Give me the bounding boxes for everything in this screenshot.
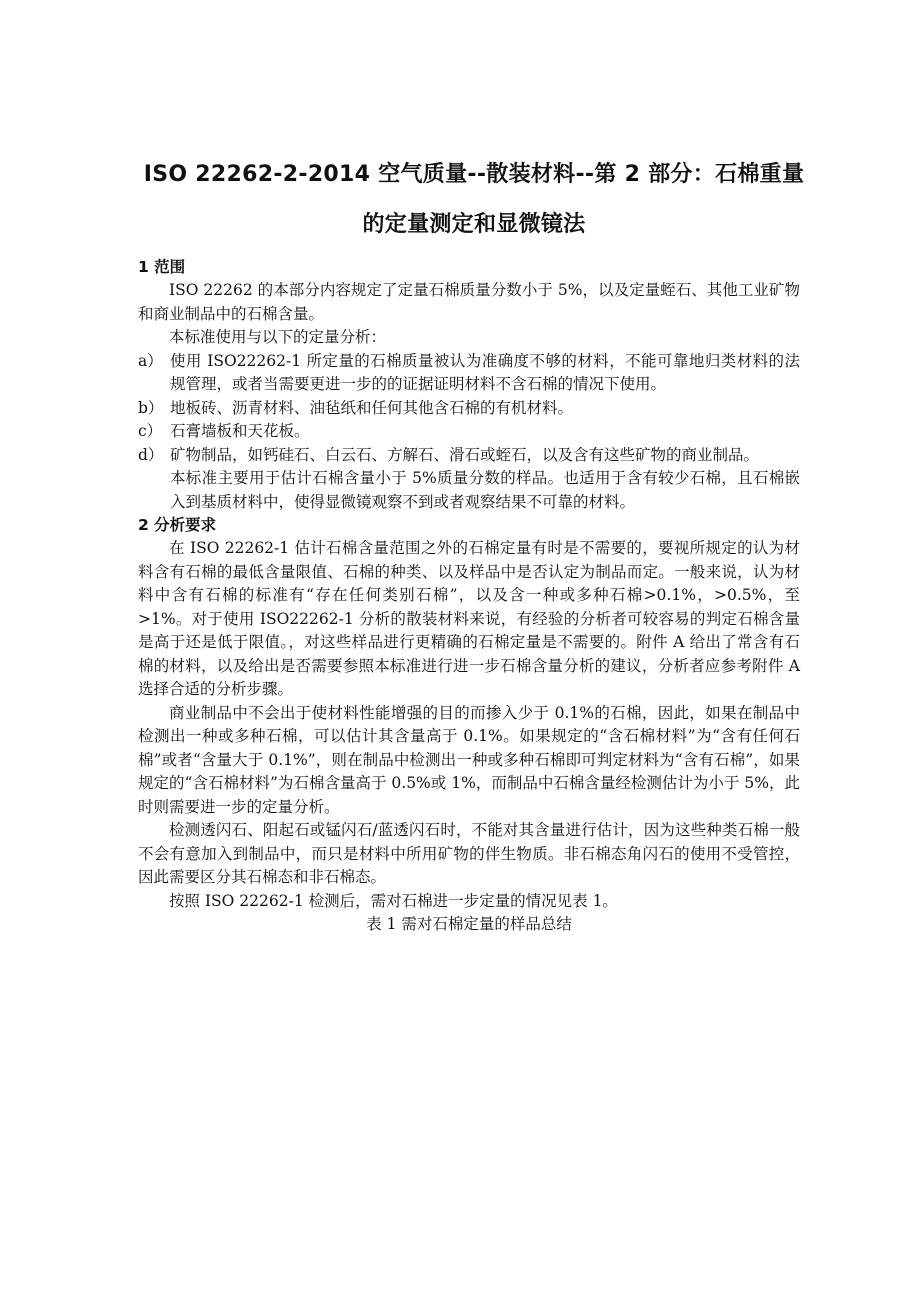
title-line-1: ISO 22262-2-2014 空气质量--散装材料--第 2 部分：石棉重量 bbox=[143, 162, 805, 187]
section-2-paragraph-2: 商业制品中不会出于使材料性能增强的目的而掺入少于 0.1%的石棉，因此，如果在制品中检测出一种或多种石棉，可以估计其含量高于 0.1%。如果规定的“含石棉材料”为“含有任何石棉”或者“含量大于 0.1%”，则在制品中检测出一种或多种石棉即可判定材料为“含有石棉”，如果规定的“含石棉材料”为石棉含量高于 0.5%或 1%，而制品中石棉含量经检测估计为小于 5%，此时则需要进一步的定量分析。 bbox=[138, 703, 800, 816]
scope-list bbox=[138, 350, 800, 468]
section-1-heading: 1 范围 bbox=[138, 258, 186, 276]
list-marker: c） bbox=[138, 422, 163, 440]
section-2-heading: 2 分析要求 bbox=[138, 516, 217, 534]
section-1-paragraph-2: 本标准使用与以下的定量分析： bbox=[169, 328, 387, 346]
table-caption: 表 1 需对石棉定量的样品总结 bbox=[366, 915, 572, 933]
list-marker: a） bbox=[138, 351, 163, 370]
list-marker: d） bbox=[138, 445, 164, 464]
section-2-paragraph-3: 检测透闪石、阳起石或锰闪石/蓝透闪石时，不能对其含量进行估计，因为这些种类石棉一般不会有意加入到制品中，而只是材料中所用矿物的伴生物质。非石棉态角闪石的使用不受管控，因此需要区分其石棉态和非石棉态。 bbox=[138, 821, 800, 886]
list-item-text: 矿物制品，如钙硅石、白云石、方解石、滑石或蛭石，以及含有这些矿物的商业制品。 bbox=[170, 445, 760, 464]
section-1-paragraph-1: ISO 22262 的本部分内容规定了定量石棉质量分数小于 5%，以及定量蛭石、其他工业矿物和商业制品中的石棉含量。 bbox=[138, 281, 800, 323]
list-item bbox=[138, 350, 800, 397]
title-line-2: 的定量测定和显微镜法 bbox=[362, 212, 586, 237]
document-title bbox=[138, 150, 810, 250]
list-item bbox=[138, 444, 800, 468]
list-item-text: 地板砖、沥青材料、油毡纸和任何其他含石棉的有机材料。 bbox=[170, 398, 574, 417]
list-marker: b） bbox=[138, 398, 164, 417]
section-2-paragraph-4: 按照 ISO 22262-1 检测后，需对石棉进一步定量的情况见表 1。 bbox=[169, 891, 618, 910]
list-item bbox=[138, 420, 800, 444]
section-2-paragraph-1: 在 ISO 22262-1 估计石棉含量范围之外的石棉定量有时是不需要的，要视所规定的认为材料含有石棉的最低含量限值、石棉的种类、以及样品中是否认定为制品而定。一般来说，认为材料中含有石棉的标准有“存在任何类别石棉”，以及含一种或多种石棉>0.1%，>0.5%，至>1%。对于使用 ISO22262-1 分析的散装材料来说，有经验的分析者可较容易的判定石棉含量是高于还是低于限值。，对这些样品进行更精确的石棉定量是不需要的。附件 A 给出了常含有石棉的材料，以及给出是否需要参照本标准进行进一步石棉含量分析的建议，分析者应参考附件 A 选择合适的分析步骤。 bbox=[138, 539, 800, 698]
list-item-text: 石膏墙板和天花板。 bbox=[170, 422, 310, 440]
list-item-text: 使用 ISO22262-1 所定量的石棉质量被认为准确度不够的材料，不能可靠地归类材料的法规管理，或者当需要更进一步的的证据证明材料不含石棉的情况下使用。 bbox=[170, 351, 800, 393]
list-item bbox=[138, 397, 800, 421]
section-1-paragraph-3: 本标准主要用于估计石棉含量小于 5%质量分数的样品。也适用于含有较少石棉，且石棉嵌入到基质材料中，使得显微镜观察不到或者观察结果不可靠的材料。 bbox=[170, 469, 800, 511]
